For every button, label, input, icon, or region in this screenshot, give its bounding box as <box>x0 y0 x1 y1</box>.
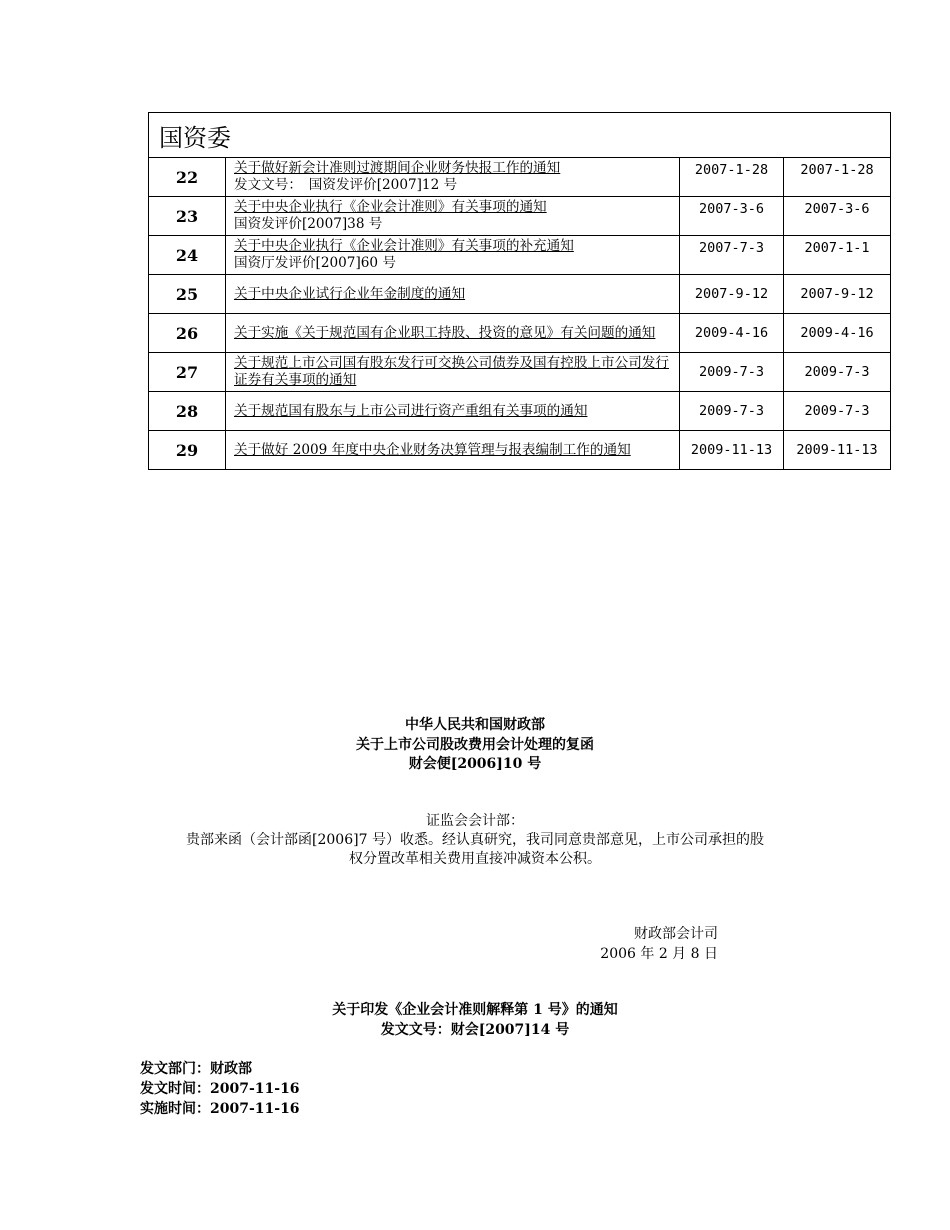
letter-addressee: 证监会会计部： <box>426 813 524 829</box>
letter-date: 2006 年 2 月 8 日 <box>600 946 718 962</box>
document-cell <box>226 197 680 236</box>
notice-effective-time: 实施时间：2007-11-16 <box>140 1101 300 1117</box>
table-row <box>149 353 891 392</box>
document-title-link[interactable]: 关于实施《关于规范国有企业职工持股、投资的意见》有关问题的通知 <box>234 324 656 341</box>
document-number: 发文文号： 国资发评价[2007]12 号 <box>234 177 458 193</box>
notice-doc-number: 发文文号：财会[2007]14 号 <box>380 1022 570 1038</box>
row-number: 23 <box>149 197 226 236</box>
effective-date: 2009-11-13 <box>784 431 891 470</box>
document-title-link[interactable]: 关于中央企业执行《企业会计准则》有关事项的通知 <box>234 199 547 215</box>
letter-body-line-1: 贵部来函（会计部函[2006]7 号）收悉。经认真研究，我司同意贵部意见，上市公司承担的股 <box>186 832 764 848</box>
effective-date: 2007-3-6 <box>784 197 891 236</box>
table-row <box>149 158 891 197</box>
document-cell <box>226 431 680 470</box>
document-cell <box>226 392 680 431</box>
row-number: 26 <box>149 314 226 353</box>
row-number: 25 <box>149 275 226 314</box>
row-number: 22 <box>149 158 226 197</box>
document-number: 国资发评价[2007]38 号 <box>234 216 383 232</box>
document-cell <box>226 314 680 353</box>
document-cell <box>226 158 680 197</box>
notice-department: 发文部门：财政部 <box>140 1061 252 1077</box>
document-cell <box>226 236 680 275</box>
document-cell <box>226 275 680 314</box>
row-number: 28 <box>149 392 226 431</box>
table-row <box>149 431 891 470</box>
letter-title: 关于上市公司股改费用会计处理的复函 <box>356 737 594 753</box>
issue-date: 2009-4-16 <box>680 314 784 353</box>
document-number: 国资厅发评价[2007]60 号 <box>234 255 396 271</box>
notice-issue-time: 发文时间：2007-11-16 <box>140 1081 300 1097</box>
row-number: 27 <box>149 353 226 392</box>
notice-title: 关于印发《企业会计准则解释第 1 号》的通知 <box>332 1002 618 1018</box>
table-row <box>149 236 891 275</box>
document-title-link[interactable]: 关于中央企业执行《企业会计准则》有关事项的补充通知 <box>234 238 574 254</box>
letter-signature: 财政部会计司 <box>634 926 718 942</box>
table-row <box>149 392 891 431</box>
document-title-link[interactable]: 关于规范上市公司国有股东发行可交换公司债券及国有控股上市公司发行证券有关事项的通知 <box>234 355 669 388</box>
letter-doc-number: 财会便[2006]10 号 <box>408 756 542 772</box>
letter-body-line-2: 权分置改革相关费用直接冲减资本公积。 <box>349 851 601 867</box>
regulation-table <box>148 112 891 470</box>
issue-date: 2009-7-3 <box>680 392 784 431</box>
effective-date: 2009-7-3 <box>784 392 891 431</box>
issue-date: 2009-11-13 <box>680 431 784 470</box>
document-title-link[interactable]: 关于做好 2009 年度中央企业财务决算管理与报表编制工作的通知 <box>234 441 631 458</box>
effective-date: 2007-9-12 <box>784 275 891 314</box>
issue-date: 2007-7-3 <box>680 236 784 275</box>
effective-date: 2009-7-3 <box>784 353 891 392</box>
issue-date: 2009-7-3 <box>680 353 784 392</box>
letter-issuer: 中华人民共和国财政部 <box>405 717 545 733</box>
row-number: 29 <box>149 431 226 470</box>
table-header: 国资委 <box>149 113 891 158</box>
document-title-link[interactable]: 关于中央企业试行企业年金制度的通知 <box>234 285 466 302</box>
effective-date: 2007-1-1 <box>784 236 891 275</box>
table-row <box>149 197 891 236</box>
issue-date: 2007-1-28 <box>680 158 784 197</box>
table-row <box>149 275 891 314</box>
issue-date: 2007-3-6 <box>680 197 784 236</box>
effective-date: 2009-4-16 <box>784 314 891 353</box>
table-row <box>149 314 891 353</box>
document-cell <box>226 353 680 392</box>
row-number: 24 <box>149 236 226 275</box>
effective-date: 2007-1-28 <box>784 158 891 197</box>
document-title-link[interactable]: 关于做好新会计准则过渡期间企业财务快报工作的通知 <box>234 160 561 176</box>
issue-date: 2007-9-12 <box>680 275 784 314</box>
document-title-link[interactable]: 关于规范国有股东与上市公司进行资产重组有关事项的通知 <box>234 402 588 419</box>
